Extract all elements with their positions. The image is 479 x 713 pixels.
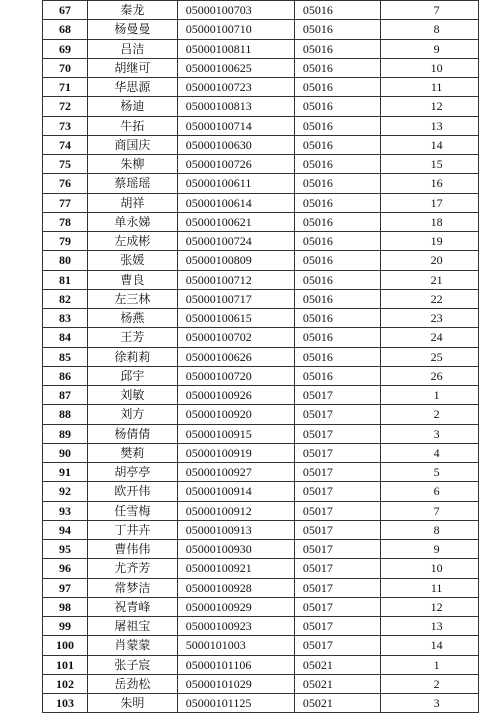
row-number-cell: 100 xyxy=(43,636,88,655)
room-code-cell: 05017 xyxy=(294,386,380,405)
seat-number-cell: 22 xyxy=(381,289,479,308)
name-cell: 丁井卉 xyxy=(87,520,177,539)
room-code-cell: 05016 xyxy=(294,135,380,154)
room-code-cell: 05016 xyxy=(294,347,380,366)
seat-number-cell: 18 xyxy=(381,212,479,231)
room-code-cell: 05021 xyxy=(294,674,380,693)
seat-number-cell: 23 xyxy=(381,309,479,328)
name-cell: 蔡瑶瑶 xyxy=(87,174,177,193)
exam-id-cell: 05000101125 xyxy=(177,694,294,713)
name-cell: 尤齐芳 xyxy=(87,559,177,578)
seat-number-cell: 4 xyxy=(381,443,479,462)
room-code-cell: 05016 xyxy=(294,251,380,270)
table-row xyxy=(43,520,479,539)
name-cell: 胡亭亭 xyxy=(87,463,177,482)
room-code-cell: 05016 xyxy=(294,58,380,77)
table-row xyxy=(43,559,479,578)
name-cell: 杨燕 xyxy=(87,309,177,328)
row-number-cell: 88 xyxy=(43,405,88,424)
exam-id-cell: 05000100927 xyxy=(177,463,294,482)
name-cell: 朱柳 xyxy=(87,155,177,174)
exam-id-cell: 5000101003 xyxy=(177,636,294,655)
room-code-cell: 05017 xyxy=(294,636,380,655)
row-number-cell: 71 xyxy=(43,78,88,97)
seat-number-cell: 3 xyxy=(381,694,479,713)
room-code-cell: 05016 xyxy=(294,270,380,289)
table-row xyxy=(43,212,479,231)
name-cell: 胡继可 xyxy=(87,58,177,77)
row-number-cell: 73 xyxy=(43,116,88,135)
seat-number-cell: 20 xyxy=(381,251,479,270)
table-row xyxy=(43,270,479,289)
row-number-cell: 92 xyxy=(43,482,88,501)
name-cell: 邱宇 xyxy=(87,366,177,385)
room-code-cell: 05016 xyxy=(294,97,380,116)
table-row xyxy=(43,366,479,385)
exam-id-cell: 05000100813 xyxy=(177,97,294,116)
room-code-cell: 05017 xyxy=(294,520,380,539)
table-row xyxy=(43,443,479,462)
room-code-cell: 05016 xyxy=(294,155,380,174)
table-row xyxy=(43,289,479,308)
row-number-cell: 82 xyxy=(43,289,88,308)
seat-number-cell: 14 xyxy=(381,636,479,655)
row-number-cell: 68 xyxy=(43,20,88,39)
name-cell: 胡祥 xyxy=(87,193,177,212)
table-row xyxy=(43,58,479,77)
row-number-cell: 98 xyxy=(43,597,88,616)
room-code-cell: 05017 xyxy=(294,463,380,482)
exam-id-cell: 05000100930 xyxy=(177,540,294,559)
roster-body xyxy=(43,1,479,713)
seat-number-cell: 12 xyxy=(381,597,479,616)
exam-id-cell: 05000100717 xyxy=(177,289,294,308)
table-row xyxy=(43,232,479,251)
seat-number-cell: 19 xyxy=(381,232,479,251)
name-cell: 吕洁 xyxy=(87,39,177,58)
name-cell: 杨曼曼 xyxy=(87,20,177,39)
seat-number-cell: 12 xyxy=(381,97,479,116)
name-cell: 张媛 xyxy=(87,251,177,270)
exam-id-cell: 05000100914 xyxy=(177,482,294,501)
exam-id-cell: 05000100919 xyxy=(177,443,294,462)
seat-number-cell: 26 xyxy=(381,366,479,385)
room-code-cell: 05017 xyxy=(294,443,380,462)
seat-number-cell: 3 xyxy=(381,424,479,443)
row-number-cell: 102 xyxy=(43,674,88,693)
seat-number-cell: 13 xyxy=(381,617,479,636)
row-number-cell: 93 xyxy=(43,501,88,520)
seat-number-cell: 10 xyxy=(381,559,479,578)
name-cell: 刘敏 xyxy=(87,386,177,405)
name-cell: 左成彬 xyxy=(87,232,177,251)
table-row xyxy=(43,501,479,520)
exam-id-cell: 05000100615 xyxy=(177,309,294,328)
name-cell: 杨迪 xyxy=(87,97,177,116)
row-number-cell: 89 xyxy=(43,424,88,443)
name-cell: 单永娣 xyxy=(87,212,177,231)
seat-number-cell: 8 xyxy=(381,520,479,539)
room-code-cell: 05016 xyxy=(294,328,380,347)
seat-number-cell: 25 xyxy=(381,347,479,366)
exam-id-cell: 05000100621 xyxy=(177,212,294,231)
table-row xyxy=(43,655,479,674)
table-row xyxy=(43,39,479,58)
table-row xyxy=(43,386,479,405)
exam-id-cell: 05000100928 xyxy=(177,578,294,597)
table-row xyxy=(43,540,479,559)
exam-id-cell: 05000100702 xyxy=(177,328,294,347)
exam-id-cell: 05000100811 xyxy=(177,39,294,58)
row-number-cell: 81 xyxy=(43,270,88,289)
exam-id-cell: 05000100926 xyxy=(177,386,294,405)
row-number-cell: 80 xyxy=(43,251,88,270)
exam-id-cell: 05000100714 xyxy=(177,116,294,135)
room-code-cell: 05017 xyxy=(294,501,380,520)
name-cell: 牛拓 xyxy=(87,116,177,135)
table-row xyxy=(43,1,479,20)
exam-id-cell: 05000101029 xyxy=(177,674,294,693)
room-code-cell: 05016 xyxy=(294,20,380,39)
exam-id-cell: 05000100720 xyxy=(177,366,294,385)
name-cell: 樊莉 xyxy=(87,443,177,462)
seat-number-cell: 6 xyxy=(381,482,479,501)
name-cell: 曹伟伟 xyxy=(87,540,177,559)
exam-id-cell: 05000100626 xyxy=(177,347,294,366)
room-code-cell: 05017 xyxy=(294,578,380,597)
room-code-cell: 05016 xyxy=(294,212,380,231)
row-number-cell: 77 xyxy=(43,193,88,212)
room-code-cell: 05016 xyxy=(294,39,380,58)
row-number-cell: 67 xyxy=(43,1,88,20)
exam-id-cell: 05000100920 xyxy=(177,405,294,424)
exam-id-cell: 05000100912 xyxy=(177,501,294,520)
seat-number-cell: 7 xyxy=(381,501,479,520)
room-code-cell: 05016 xyxy=(294,78,380,97)
exam-id-cell: 05000100611 xyxy=(177,174,294,193)
table-row xyxy=(43,636,479,655)
row-number-cell: 95 xyxy=(43,540,88,559)
row-number-cell: 83 xyxy=(43,309,88,328)
exam-id-cell: 05000100723 xyxy=(177,78,294,97)
table-row xyxy=(43,193,479,212)
row-number-cell: 101 xyxy=(43,655,88,674)
seat-number-cell: 10 xyxy=(381,58,479,77)
seat-number-cell: 24 xyxy=(381,328,479,347)
seat-number-cell: 14 xyxy=(381,135,479,154)
table-row xyxy=(43,135,479,154)
table-row xyxy=(43,694,479,713)
exam-id-cell: 05000100703 xyxy=(177,1,294,20)
row-number-cell: 99 xyxy=(43,617,88,636)
seat-number-cell: 5 xyxy=(381,463,479,482)
table-row xyxy=(43,674,479,693)
row-number-cell: 69 xyxy=(43,39,88,58)
name-cell: 常梦洁 xyxy=(87,578,177,597)
table-row xyxy=(43,482,479,501)
name-cell: 岳劲松 xyxy=(87,674,177,693)
exam-id-cell: 05000100913 xyxy=(177,520,294,539)
room-code-cell: 05016 xyxy=(294,1,380,20)
seat-number-cell: 8 xyxy=(381,20,479,39)
seat-number-cell: 9 xyxy=(381,39,479,58)
table-row xyxy=(43,116,479,135)
name-cell: 任雪梅 xyxy=(87,501,177,520)
seat-number-cell: 7 xyxy=(381,1,479,20)
room-code-cell: 05017 xyxy=(294,424,380,443)
room-code-cell: 05021 xyxy=(294,655,380,674)
seat-number-cell: 11 xyxy=(381,78,479,97)
name-cell: 祝青峰 xyxy=(87,597,177,616)
table-row xyxy=(43,347,479,366)
exam-id-cell: 05000100712 xyxy=(177,270,294,289)
exam-id-cell: 05000100921 xyxy=(177,559,294,578)
seat-number-cell: 17 xyxy=(381,193,479,212)
name-cell: 刘方 xyxy=(87,405,177,424)
name-cell: 曹良 xyxy=(87,270,177,289)
name-cell: 肖蒙蒙 xyxy=(87,636,177,655)
room-code-cell: 05016 xyxy=(294,116,380,135)
seat-number-cell: 9 xyxy=(381,540,479,559)
row-number-cell: 70 xyxy=(43,58,88,77)
room-code-cell: 05016 xyxy=(294,174,380,193)
name-cell: 张子宸 xyxy=(87,655,177,674)
name-cell: 朱明 xyxy=(87,694,177,713)
row-number-cell: 96 xyxy=(43,559,88,578)
name-cell: 徐莉莉 xyxy=(87,347,177,366)
table-row xyxy=(43,20,479,39)
exam-id-cell: 05000100710 xyxy=(177,20,294,39)
row-number-cell: 75 xyxy=(43,155,88,174)
row-number-cell: 78 xyxy=(43,212,88,231)
seat-number-cell: 1 xyxy=(381,655,479,674)
name-cell: 杨倩倩 xyxy=(87,424,177,443)
row-number-cell: 90 xyxy=(43,443,88,462)
exam-id-cell: 05000100614 xyxy=(177,193,294,212)
seat-number-cell: 15 xyxy=(381,155,479,174)
row-number-cell: 74 xyxy=(43,135,88,154)
name-cell: 左三林 xyxy=(87,289,177,308)
table-row xyxy=(43,174,479,193)
exam-roster-table xyxy=(42,0,479,713)
room-code-cell: 05016 xyxy=(294,232,380,251)
name-cell: 欧开伟 xyxy=(87,482,177,501)
exam-id-cell: 05000100915 xyxy=(177,424,294,443)
room-code-cell: 05017 xyxy=(294,540,380,559)
seat-number-cell: 21 xyxy=(381,270,479,289)
row-number-cell: 87 xyxy=(43,386,88,405)
exam-id-cell: 05000100625 xyxy=(177,58,294,77)
exam-id-cell: 05000100726 xyxy=(177,155,294,174)
table-row xyxy=(43,424,479,443)
exam-id-cell: 05000100724 xyxy=(177,232,294,251)
row-number-cell: 79 xyxy=(43,232,88,251)
table-row xyxy=(43,97,479,116)
row-number-cell: 91 xyxy=(43,463,88,482)
room-code-cell: 05016 xyxy=(294,193,380,212)
name-cell: 王芳 xyxy=(87,328,177,347)
row-number-cell: 97 xyxy=(43,578,88,597)
row-number-cell: 86 xyxy=(43,366,88,385)
row-number-cell: 94 xyxy=(43,520,88,539)
seat-number-cell: 2 xyxy=(381,674,479,693)
table-row xyxy=(43,78,479,97)
room-code-cell: 05016 xyxy=(294,366,380,385)
exam-id-cell: 05000100809 xyxy=(177,251,294,270)
seat-number-cell: 1 xyxy=(381,386,479,405)
seat-number-cell: 2 xyxy=(381,405,479,424)
exam-id-cell: 05000100929 xyxy=(177,597,294,616)
table-row xyxy=(43,597,479,616)
name-cell: 华思源 xyxy=(87,78,177,97)
row-number-cell: 72 xyxy=(43,97,88,116)
room-code-cell: 05017 xyxy=(294,617,380,636)
seat-number-cell: 16 xyxy=(381,174,479,193)
room-code-cell: 05016 xyxy=(294,289,380,308)
table-row xyxy=(43,155,479,174)
room-code-cell: 05017 xyxy=(294,597,380,616)
table-row xyxy=(43,309,479,328)
row-number-cell: 76 xyxy=(43,174,88,193)
table-row xyxy=(43,405,479,424)
room-code-cell: 05021 xyxy=(294,694,380,713)
room-code-cell: 05017 xyxy=(294,405,380,424)
exam-id-cell: 05000100923 xyxy=(177,617,294,636)
table-row xyxy=(43,617,479,636)
seat-number-cell: 13 xyxy=(381,116,479,135)
table-row xyxy=(43,328,479,347)
name-cell: 屠祖宝 xyxy=(87,617,177,636)
exam-id-cell: 05000101106 xyxy=(177,655,294,674)
name-cell: 商国庆 xyxy=(87,135,177,154)
room-code-cell: 05017 xyxy=(294,482,380,501)
exam-id-cell: 05000100630 xyxy=(177,135,294,154)
table-row xyxy=(43,578,479,597)
table-row xyxy=(43,463,479,482)
room-code-cell: 05017 xyxy=(294,559,380,578)
seat-number-cell: 11 xyxy=(381,578,479,597)
row-number-cell: 85 xyxy=(43,347,88,366)
row-number-cell: 103 xyxy=(43,694,88,713)
row-number-cell: 84 xyxy=(43,328,88,347)
table-row xyxy=(43,251,479,270)
name-cell: 秦龙 xyxy=(87,1,177,20)
room-code-cell: 05016 xyxy=(294,309,380,328)
